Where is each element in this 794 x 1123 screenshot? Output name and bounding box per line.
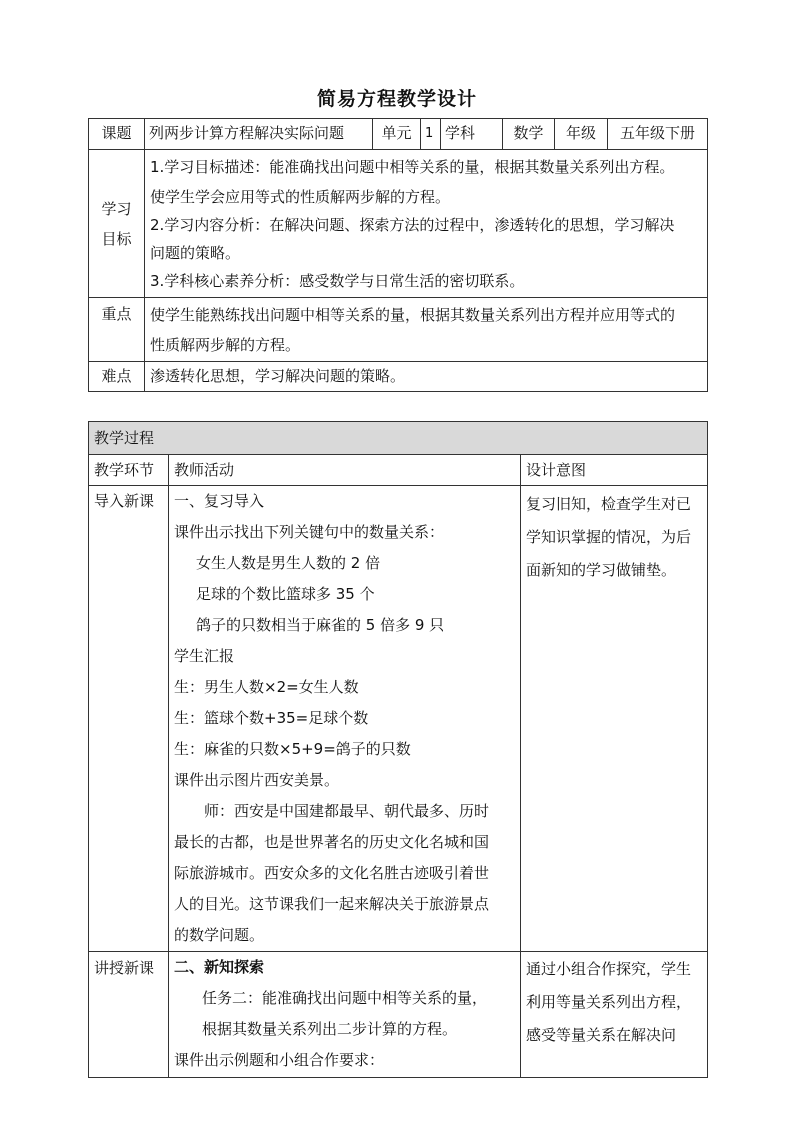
- lesson-info-table: [88, 118, 708, 392]
- activity-line: 际旅游城市。西安众多的文化名胜古迹吸引着世: [174, 864, 490, 882]
- activity-line: 课件出示找出下列关键句中的数量关系：: [174, 523, 445, 541]
- activity-line: 根据其数量关系列出二步计算的方程。: [202, 1020, 458, 1038]
- activity-line: 女生人数是男生人数的 2 倍: [196, 554, 381, 572]
- activity-line: 任务二：能准确找出问题中相等关系的量，: [202, 989, 488, 1007]
- stage-label: 讲授新课: [94, 959, 155, 977]
- grade-label: 年级: [555, 119, 608, 150]
- unit-label: 单元: [373, 119, 421, 150]
- activity-line: 的数学问题。: [174, 926, 265, 944]
- intent-line: 利用等量关系列出方程，: [526, 993, 692, 1011]
- key-label: 重点: [89, 298, 145, 362]
- intent-line: 通过小组合作探究，学生: [526, 960, 692, 978]
- activity-line: 二、新知探索: [174, 958, 265, 976]
- activity-line: 课件出示图片西安美景。: [174, 771, 340, 789]
- process-header: 教学过程: [89, 422, 708, 455]
- subject-label: 学科: [441, 119, 503, 150]
- activity-line: 学生汇报: [174, 647, 235, 665]
- goal-line: 2.学习内容分析：在解决问题、探索方法的过程中，渗透转化的思想，学习解决: [150, 216, 675, 234]
- activity-line: 一、复习导入: [174, 492, 265, 510]
- activity-line: 生：男生人数×2=女生人数: [174, 678, 359, 696]
- stage-new-lesson: [89, 952, 169, 1078]
- col-stage: 教学环节: [89, 455, 169, 486]
- unit-value: 1: [421, 119, 441, 150]
- activity-line: 生：麻雀的只数×5+9=鸽子的只数: [174, 740, 411, 758]
- intent-line: 面新知的学习做铺垫。: [526, 561, 677, 579]
- intro-teacher-activity: [169, 486, 521, 952]
- page-title: 简易方程教学设计: [316, 88, 477, 110]
- activity-line: 师：西安是中国建都最早、朝代最多、历时: [204, 802, 490, 820]
- intro-design-intent: [521, 486, 708, 952]
- activity-line: 最长的古都，也是世界著名的历史文化名城和国: [174, 833, 490, 851]
- goal-line: 3.学科核心素养分析：感受数学与日常生活的密切联系。: [150, 272, 525, 290]
- activity-line: 课件出示例题和小组合作要求：: [174, 1051, 385, 1069]
- activity-line: 足球的个数比篮球多 35 个: [196, 585, 375, 603]
- goal-line: 问题的策略。: [150, 244, 241, 262]
- intent-line: 学知识掌握的情况，为后: [526, 528, 692, 546]
- teaching-process-table: [88, 421, 708, 1078]
- difficulty-label: 难点: [89, 362, 145, 392]
- activity-line: 人的目光。这节课我们一起来解决关于旅游景点: [174, 895, 490, 913]
- col-intent: 设计意图: [521, 455, 708, 486]
- new-lesson-design-intent: [521, 952, 708, 1078]
- key-line: 性质解两步解的方程。: [150, 336, 301, 354]
- grade-value: 五年级下册: [608, 119, 708, 150]
- stage-label: 导入新课: [94, 492, 155, 510]
- stage-intro: [89, 486, 169, 952]
- goals-content: [145, 150, 708, 298]
- intent-line: 复习旧知，检查学生对已: [526, 495, 692, 513]
- subject-value: 数学: [503, 119, 555, 150]
- goal-line: 使学生学会应用等式的性质解两步解的方程。: [150, 188, 451, 206]
- activity-line: 生：篮球个数+35=足球个数: [174, 709, 369, 727]
- topic-label: 课题: [89, 119, 145, 150]
- topic-value: 列两步计算方程解决实际问题: [145, 119, 373, 150]
- key-line: 使学生能熟练找出问题中相等关系的量，根据其数量关系列出方程并应用等式的: [150, 306, 676, 324]
- activity-line: 鸽子的只数相当于麻雀的 5 倍多 9 只: [196, 616, 445, 634]
- difficulty-content: 渗透转化思想，学习解决问题的策略。: [145, 362, 708, 392]
- intent-line: 感受等量关系在解决问: [526, 1026, 677, 1044]
- new-lesson-teacher-activity: [169, 952, 521, 1078]
- goal-line: 1.学习目标描述：能准确找出问题中相等关系的量，根据其数量关系列出方程。: [150, 158, 675, 176]
- key-content: [145, 298, 708, 362]
- goals-label-text: 学习目标: [101, 199, 132, 248]
- goals-label: [89, 150, 145, 298]
- col-teacher: 教师活动: [169, 455, 521, 486]
